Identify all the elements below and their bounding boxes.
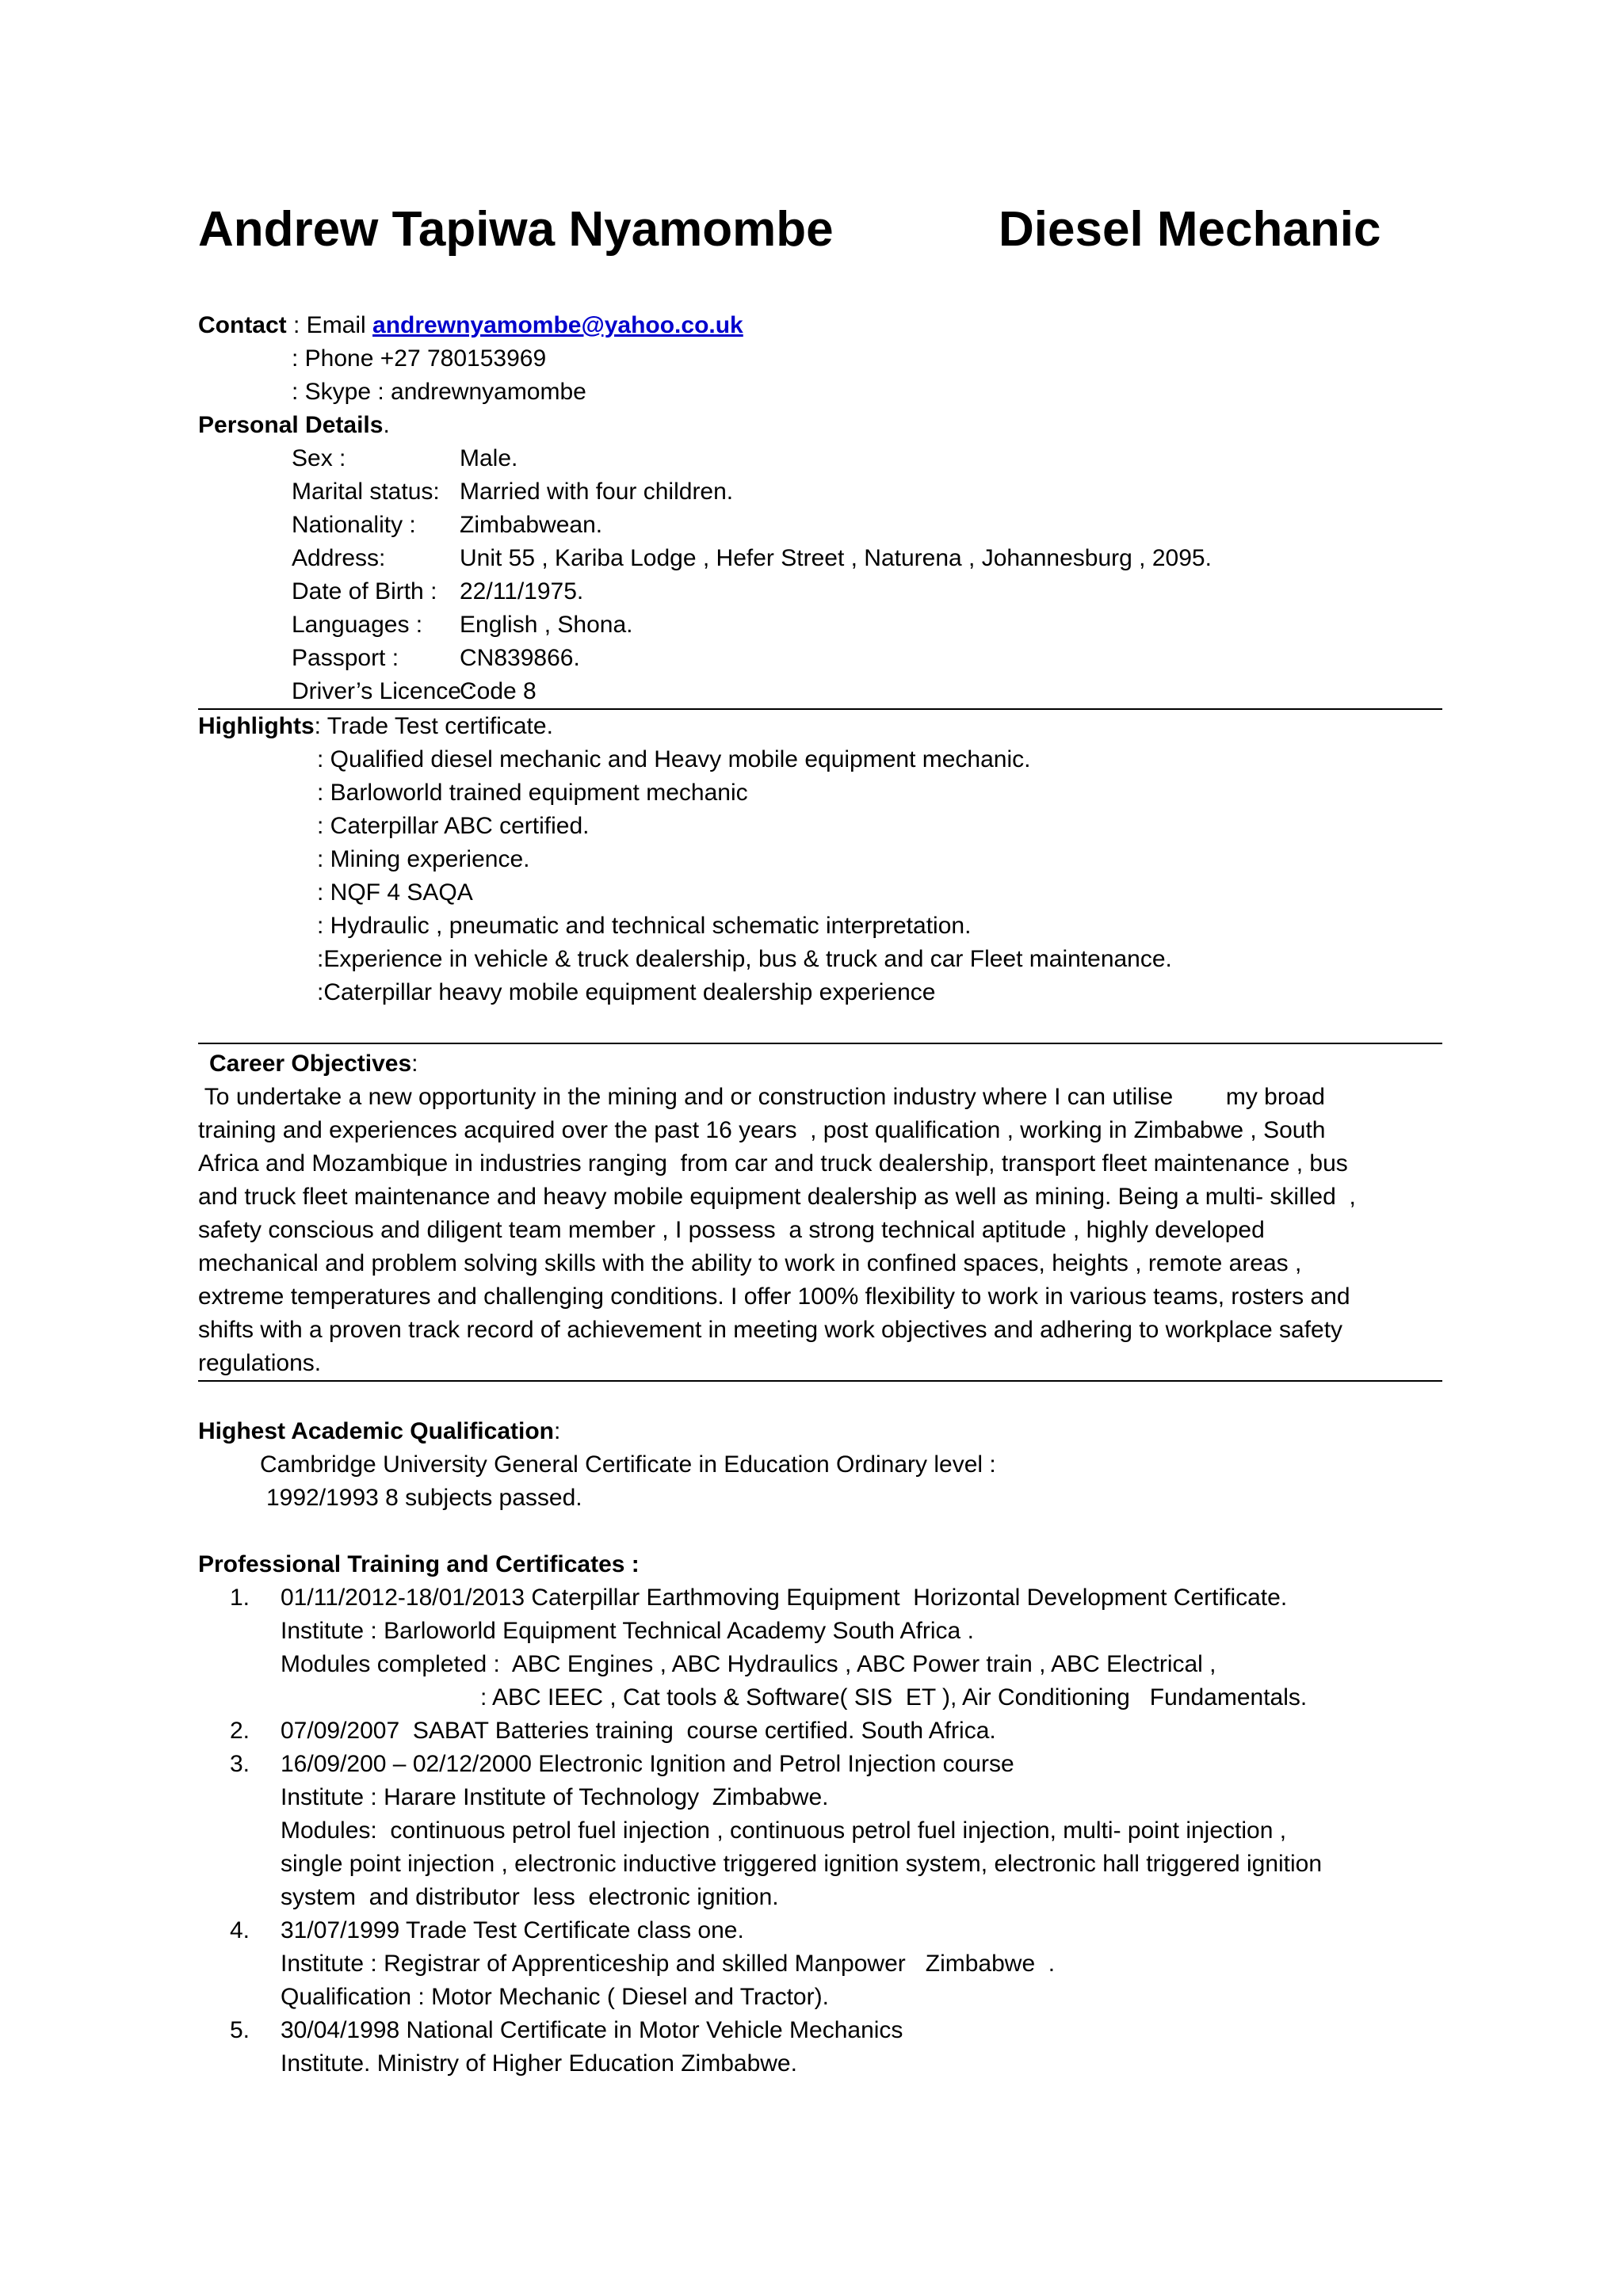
highlight-item: :Experience in vehicle & truck dealership, bus & truck and car Fleet maintenance. [317,946,1172,972]
resume-page [198,198,1442,2081]
training-item [198,1714,1442,1748]
training-line: Institute : Harare Institute of Technology Zimbabwe. [281,1784,829,1810]
highlights-label: Highlights [198,713,315,739]
personal-detail-row [198,475,1442,509]
career-objectives-text [198,1081,1439,1380]
highlight-item: : Barloworld trained equipment mechanic [317,780,748,806]
divider [198,1043,1442,1044]
personal-detail-row [198,675,1442,708]
career-line: Africa and Mozambique in industries ranging from car and truck dealership, transport fleet maintenance , bus [198,1150,1348,1177]
career-line: and truck fleet maintenance and heavy mobile equipment dealership as well as mining. Being a multi- skilled , [198,1184,1356,1210]
list-number: 4. [230,1917,250,1943]
contact-skype: : Skype : andrewnyamombe [292,379,586,405]
detail-label: Address: [292,545,386,571]
highlight-item: : Trade Test certificate. [314,713,553,739]
highlight-item: :Caterpillar heavy mobile equipment dealership experience [317,979,936,1005]
training-heading: Professional Training and Certificates : [198,1551,640,1577]
training-line: single point injection , electronic inductive triggered ignition system, electronic hall triggered ignition [281,1851,1323,1877]
personal-details-heading: Personal Details. [198,412,390,438]
training-item [198,1581,1442,1714]
training-line: Modules completed : ABC Engines , ABC Hydraulics , ABC Power train , ABC Electrical , [281,1651,1216,1677]
academic-line-2: 1992/1993 8 subjects passed. [266,1485,582,1511]
career-line: To undertake a new opportunity in the mining and or construction industry where I can utilise my broad [198,1084,1325,1110]
personal-detail-row [198,642,1442,675]
training-line: Institute. Ministry of Higher Education Zimbabwe. [281,2050,797,2077]
highlight-item: : Hydraulic , pneumatic and technical schematic interpretation. [317,913,972,939]
detail-value: Code 8 [460,678,537,704]
detail-label: Date of Birth : [292,578,437,605]
career-objectives-heading: Career Objectives: [209,1051,418,1077]
training-line: Modules: continuous petrol fuel injection , continuous petrol fuel injection, multi- point injection , [281,1817,1287,1844]
training-item [198,2014,1442,2081]
training-list [198,1581,1442,2081]
personal-detail-row [198,509,1442,542]
detail-label: Sex : [292,445,346,471]
training-subline: : ABC IEEC , Cat tools & Software( SIS ET ), Air Conditioning Fundamentals. [480,1684,1308,1711]
detail-label: Passport : [292,645,399,671]
highlight-item: : Caterpillar ABC certified. [317,813,590,839]
training-item [198,1914,1442,2014]
list-number: 3. [230,1751,250,1777]
list-number: 5. [230,2017,250,2043]
contact-email-row [198,309,1442,342]
personal-detail-row [198,542,1442,575]
email-link[interactable]: andrewnyamombe@yahoo.co.uk [372,312,743,338]
training-line: 30/04/1998 National Certificate in Motor Vehicle Mechanics [281,2017,903,2043]
contact-label: Contact [198,312,287,338]
personal-details-list [198,442,1442,708]
job-title: Diesel Mechanic [999,202,1381,257]
highlight-item: : Mining experience. [317,846,530,872]
detail-value: CN839866. [460,645,580,671]
training-line: Qualification : Motor Mechanic ( Diesel and Tractor). [281,1984,829,2010]
career-line: shifts with a proven track record of achievement in meeting work objectives and adhering to workplace safety [198,1317,1343,1343]
career-line: mechanical and problem solving skills with the ability to work in confined spaces, heights , remote areas , [198,1250,1302,1276]
training-line: 16/09/200 – 02/12/2000 Electronic Ignition and Petrol Injection course [281,1751,1014,1777]
detail-value: Married with four children. [460,479,734,505]
training-line: 07/09/2007 SABAT Batteries training course certified. South Africa. [281,1718,996,1744]
detail-label: Marital status: [292,479,440,505]
highlight-item: : NQF 4 SAQA [317,879,473,906]
training-line: 31/07/1999 Trade Test Certificate class one. [281,1917,744,1943]
detail-label: Languages : [292,612,423,638]
email-label: : Email [293,312,366,338]
personal-detail-row [198,575,1442,608]
contact-phone: : Phone +27 780153969 [292,345,547,372]
training-line: 01/11/2012-18/01/2013 Caterpillar Earthmoving Equipment Horizontal Development Certificate. [281,1585,1288,1611]
highlights-first-row [198,710,1442,743]
detail-value: English , Shona. [460,612,633,638]
detail-label: Driver’s Licence : [292,678,475,704]
academic-line-1: Cambridge University General Certificate in Education Ordinary level : [260,1451,996,1478]
personal-detail-row [198,442,1442,475]
list-number: 2. [230,1718,250,1744]
detail-value: Zimbabwean. [460,512,603,538]
career-line: safety conscious and diligent team member , I possess a strong technical aptitude , highly developed [198,1217,1265,1243]
career-line: extreme temperatures and challenging conditions. I offer 100% flexibility to work in various teams, rosters and [198,1283,1350,1310]
list-number: 1. [230,1585,250,1611]
candidate-name: Andrew Tapiwa Nyamombe [198,202,834,257]
resume-header [198,198,1442,277]
detail-value: Unit 55 , Kariba Lodge , Hefer Street , Naturena , Johannesburg , 2095. [460,545,1212,571]
personal-detail-row [198,608,1442,642]
training-line: system and distributor less electronic ignition. [281,1884,779,1910]
detail-value: Male. [460,445,518,471]
academic-heading: Highest Academic Qualification: [198,1418,561,1444]
career-line: regulations. [198,1350,322,1376]
training-line: Institute : Registrar of Apprenticeship and skilled Manpower Zimbabwe . [281,1951,1056,1977]
highlights-list [198,743,1442,1009]
detail-label: Nationality : [292,512,416,538]
training-item [198,1748,1442,1914]
detail-value: 22/11/1975. [460,578,584,605]
highlight-item: : Qualified diesel mechanic and Heavy mobile equipment mechanic. [317,746,1031,772]
training-line: Institute : Barloworld Equipment Technical Academy South Africa . [281,1618,974,1644]
career-line: training and experiences acquired over the past 16 years , post qualification , working in Zimbabwe , South [198,1117,1326,1143]
